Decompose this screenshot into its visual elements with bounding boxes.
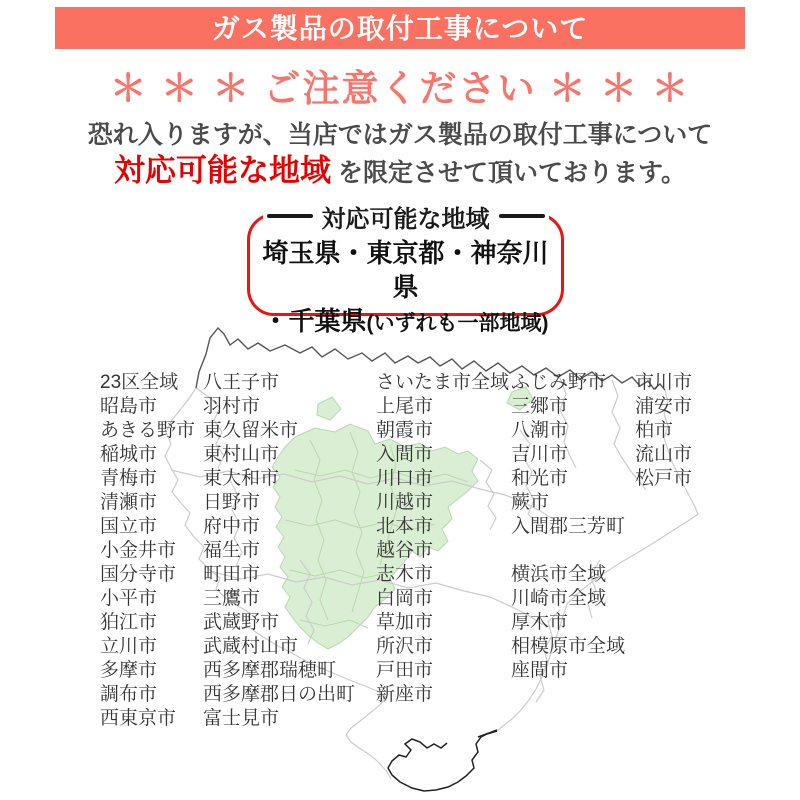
city-item: 福生市 [203, 540, 261, 561]
city-item: 調布市 [100, 684, 158, 705]
city-item: 戸田市 [376, 660, 434, 681]
intro-line1: 恐れ入りますが、当店ではガス製品の取付工事について [87, 121, 713, 149]
city-item: 市川市 [635, 372, 693, 393]
city-item: 武蔵野市 [203, 612, 280, 633]
city-item: 相模原市全域 [511, 636, 626, 657]
city-item: 立川市 [100, 636, 158, 657]
city-item: 清瀬市 [100, 492, 158, 513]
map-miura-peninsula-dark [388, 730, 497, 791]
city-item: 横浜市全域 [511, 564, 607, 585]
title-dash-left [267, 214, 313, 218]
city-item: 東大和市 [203, 468, 280, 489]
city-item: 小平市 [100, 588, 158, 609]
city-item: 所沢市 [376, 636, 434, 657]
city-item: 武蔵村山市 [203, 636, 299, 657]
city-item: 柏市 [635, 420, 674, 441]
city-item: 入間郡三芳町 [511, 516, 626, 537]
coverage-area-box [247, 205, 564, 336]
city-item: 23区全域 [100, 372, 179, 393]
city-item: 座間市 [511, 660, 569, 681]
header-banner [55, 7, 745, 49]
city-item: あきる野市 [100, 420, 196, 441]
city-item: 新座市 [376, 684, 434, 705]
city-item: 流山市 [635, 444, 693, 465]
banner-title: ガス製品の取付工事について [211, 13, 589, 44]
city-item: 東久留米市 [203, 420, 299, 441]
city-item: 蕨市 [511, 492, 550, 513]
city-item: 北本市 [376, 516, 434, 537]
city-item: 松戸市 [635, 468, 693, 489]
city-item: 国分寺市 [100, 564, 177, 585]
city-item: 川口市 [376, 468, 434, 489]
coverage-area-title-text: 対応可能な地域 [321, 205, 490, 233]
city-item: ふじみ野市 [511, 372, 607, 393]
intro-highlight: 対応可能な地域 [113, 153, 331, 188]
city-item: 多摩市 [100, 660, 158, 681]
city-item: 川越市 [376, 492, 434, 513]
city-item: 小金井市 [100, 540, 177, 561]
city-item: 青梅市 [100, 468, 158, 489]
coverage-prefectures-line1: 埼玉県・東京都・神奈川県 [262, 238, 549, 302]
city-item: 日野市 [203, 492, 261, 513]
city-item: 志木市 [376, 564, 434, 585]
highlight-patch-small-1 [317, 397, 341, 420]
city-item: 厚木市 [511, 612, 569, 633]
city-item: 川崎市全域 [511, 588, 607, 609]
city-item: 和光市 [511, 468, 569, 489]
city-item: 上尾市 [376, 396, 434, 417]
city-item: 府中市 [203, 516, 261, 537]
city-item: 草加市 [376, 612, 434, 633]
coverage-area-box-title [263, 200, 549, 232]
city-item: 西多摩郡日の出町 [203, 684, 356, 705]
intro-text [0, 119, 800, 191]
title-dash-right [499, 214, 545, 218]
highlight-main-blob [272, 424, 478, 649]
city-item: 三鷹市 [203, 588, 261, 609]
city-item: 浦安市 [635, 396, 693, 417]
intro-line2-rest: を限定させて頂いております。 [337, 159, 686, 187]
coverage-chiba: ・千葉県 [262, 306, 367, 336]
city-item: 昭島市 [100, 396, 158, 417]
city-item: 稲城市 [100, 444, 158, 465]
city-item: 吉川市 [511, 444, 569, 465]
city-item: 八王子市 [203, 372, 280, 393]
city-item: 町田市 [203, 564, 261, 585]
caution-line: ＊ ＊ ＊ ご注意ください ＊ ＊ ＊ [109, 68, 691, 109]
city-item: 国立市 [100, 516, 158, 537]
city-item: 入間市 [376, 444, 434, 465]
city-item: 西東京市 [100, 708, 177, 729]
city-item: 三郷市 [511, 396, 569, 417]
city-item: 狛江市 [100, 612, 158, 633]
city-item: 西多摩郡瑞穂町 [203, 660, 337, 681]
city-item: 羽村市 [203, 396, 261, 417]
city-item: 八潮市 [511, 420, 569, 441]
city-item: 東村山市 [203, 444, 280, 465]
city-item: 朝霞市 [376, 420, 434, 441]
intro-line2 [0, 153, 800, 191]
city-item: 富士見市 [203, 708, 280, 729]
coverage-note: (いずれも一部地域) [366, 312, 549, 335]
city-item: さいたま市全域 [376, 372, 510, 393]
city-item: 白岡市 [376, 588, 434, 609]
city-item: 越谷市 [376, 540, 434, 561]
